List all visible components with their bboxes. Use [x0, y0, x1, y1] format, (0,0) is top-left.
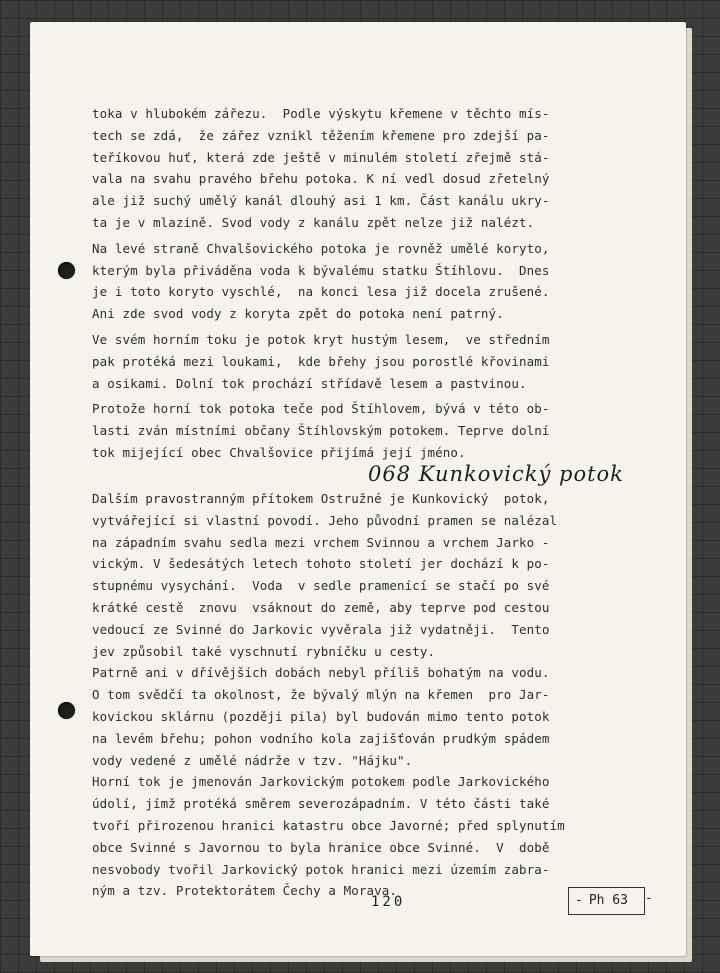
text-line: Na levé straně Chvalšovického potoka je rovněž umělé koryto,	[92, 240, 550, 256]
text-line: na západním svahu sedla mezi vrchem Svinnou a vrchem Jarko -	[92, 534, 550, 550]
punch-hole-bottom	[58, 702, 75, 719]
text-line: ným a tzv. Protektorátem Čechy a Morava.	[92, 883, 398, 899]
text-line: vala na svahu pravého břehu potoka. K ní vedl dosud zřetelný	[92, 171, 550, 187]
paragraph-1	[92, 103, 622, 234]
reference-dash: -	[575, 893, 583, 908]
text-line: jev způsobil také vyschnutí rybníčku u cesty.	[92, 643, 436, 659]
text-line: stupnému vysychání. Voda v sedle pramenící se stačí po své	[92, 578, 550, 594]
text-line: kterým byla přiváděna voda k bývalému statku Štíhlovu. Dnes	[92, 262, 550, 278]
text-line: O tom svědčí ta okolnost, že bývalý mlýn na křemen pro Jar-	[92, 687, 550, 703]
text-line: a osikami. Dolní tok prochází střídavě lesem a pastvinou.	[92, 375, 527, 391]
text-line: tok mijející obec Chvalšovice přijímá její jméno.	[92, 444, 466, 460]
text-line: Dalším pravostranným přítokem Ostružné je Kunkovický potok,	[92, 491, 550, 506]
section-text	[92, 488, 622, 902]
text-line: krátké cestě znovu vsáknout do země, aby teprve pod cestou	[92, 599, 550, 615]
text-line: ale již suchý umělý kanál dlouhý asi 1 km. Část kanálu ukry-	[92, 193, 550, 209]
text-line: na levém břehu; pohon vodního kola zajišťován prudkým spádem	[92, 730, 550, 746]
reference-label: Ph 63	[588, 893, 628, 908]
text-line: je i toto koryto vyschlé, na konci lesa již docela zrušené.	[92, 284, 550, 300]
text-line: toka v hlubokém zářezu. Podle výskytu křemene v těchto mís-	[92, 106, 550, 121]
text-line: Ani zde svod vody z koryta zpět do potoka není patrný.	[92, 306, 504, 322]
body-text	[92, 103, 622, 464]
text-line: vytvářející si vlastní povodí. Jeho původní pramen se nalézal	[92, 512, 558, 528]
text-line: ta je v mlazině. Svod vody z kanálu zpět nelze již nalézt.	[92, 214, 535, 230]
text-line: tech se zdá, že zářez vznikl těžením křemene pro zdejší pa-	[92, 127, 550, 143]
reference-tail: -	[645, 891, 653, 906]
text-line: Protože horní tok potoka teče pod Štíhlovem, bývá v této ob-	[92, 401, 550, 417]
punch-hole-top	[58, 262, 75, 279]
paragraph-4	[92, 398, 622, 463]
text-line: vody vedené z umělé nádrže v tzv. "Hájku".	[92, 752, 413, 768]
text-line: teříkovou huť, která zde ještě v minulém století zřejmě stá-	[92, 149, 550, 165]
page-number: 120	[371, 894, 406, 910]
paragraph-3	[92, 329, 622, 394]
paragraph-2	[92, 238, 622, 325]
text-line: Patrně ani v dřívějších dobách nebyl příliš bohatým na vodu.	[92, 665, 550, 681]
reference-box	[568, 887, 645, 915]
text-line: vedoucí ze Svinné do Jarkovic vyvěrala již vydatněji. Tento	[92, 621, 550, 637]
text-line: vickým. V šedesátých letech tohoto století jer dochází k po-	[92, 556, 550, 572]
text-line: lasti zván místními občany Štíhlovským potokem. Teprve dolní	[92, 423, 550, 439]
text-line: obce Svinné s Javornou to byla hranice obce Svinné. V době	[92, 839, 550, 855]
text-line: nesvobody tvořil Jarkovický potok hranici mezi územím zabra-	[92, 861, 550, 877]
text-line: pak protéká mezi loukami, kde břehy jsou porostlé křovinami	[92, 353, 550, 369]
text-line: Horní tok je jmenován Jarkovickým potokem podle Jarkovického	[92, 774, 550, 790]
section-heading: 068 Kunkovický potok	[368, 462, 624, 486]
text-line: Ve svém horním toku je potok kryt hustým lesem, ve středním	[92, 331, 550, 347]
text-line: tvoří přirozenou hranici katastru obce Javorné; před splynutím	[92, 817, 565, 833]
text-line: kovickou sklárnu (později pila) byl budován mimo tento potok	[92, 708, 550, 724]
text-line: údolí, jímž protéká směrem severozápadním. V této části také	[92, 796, 550, 812]
